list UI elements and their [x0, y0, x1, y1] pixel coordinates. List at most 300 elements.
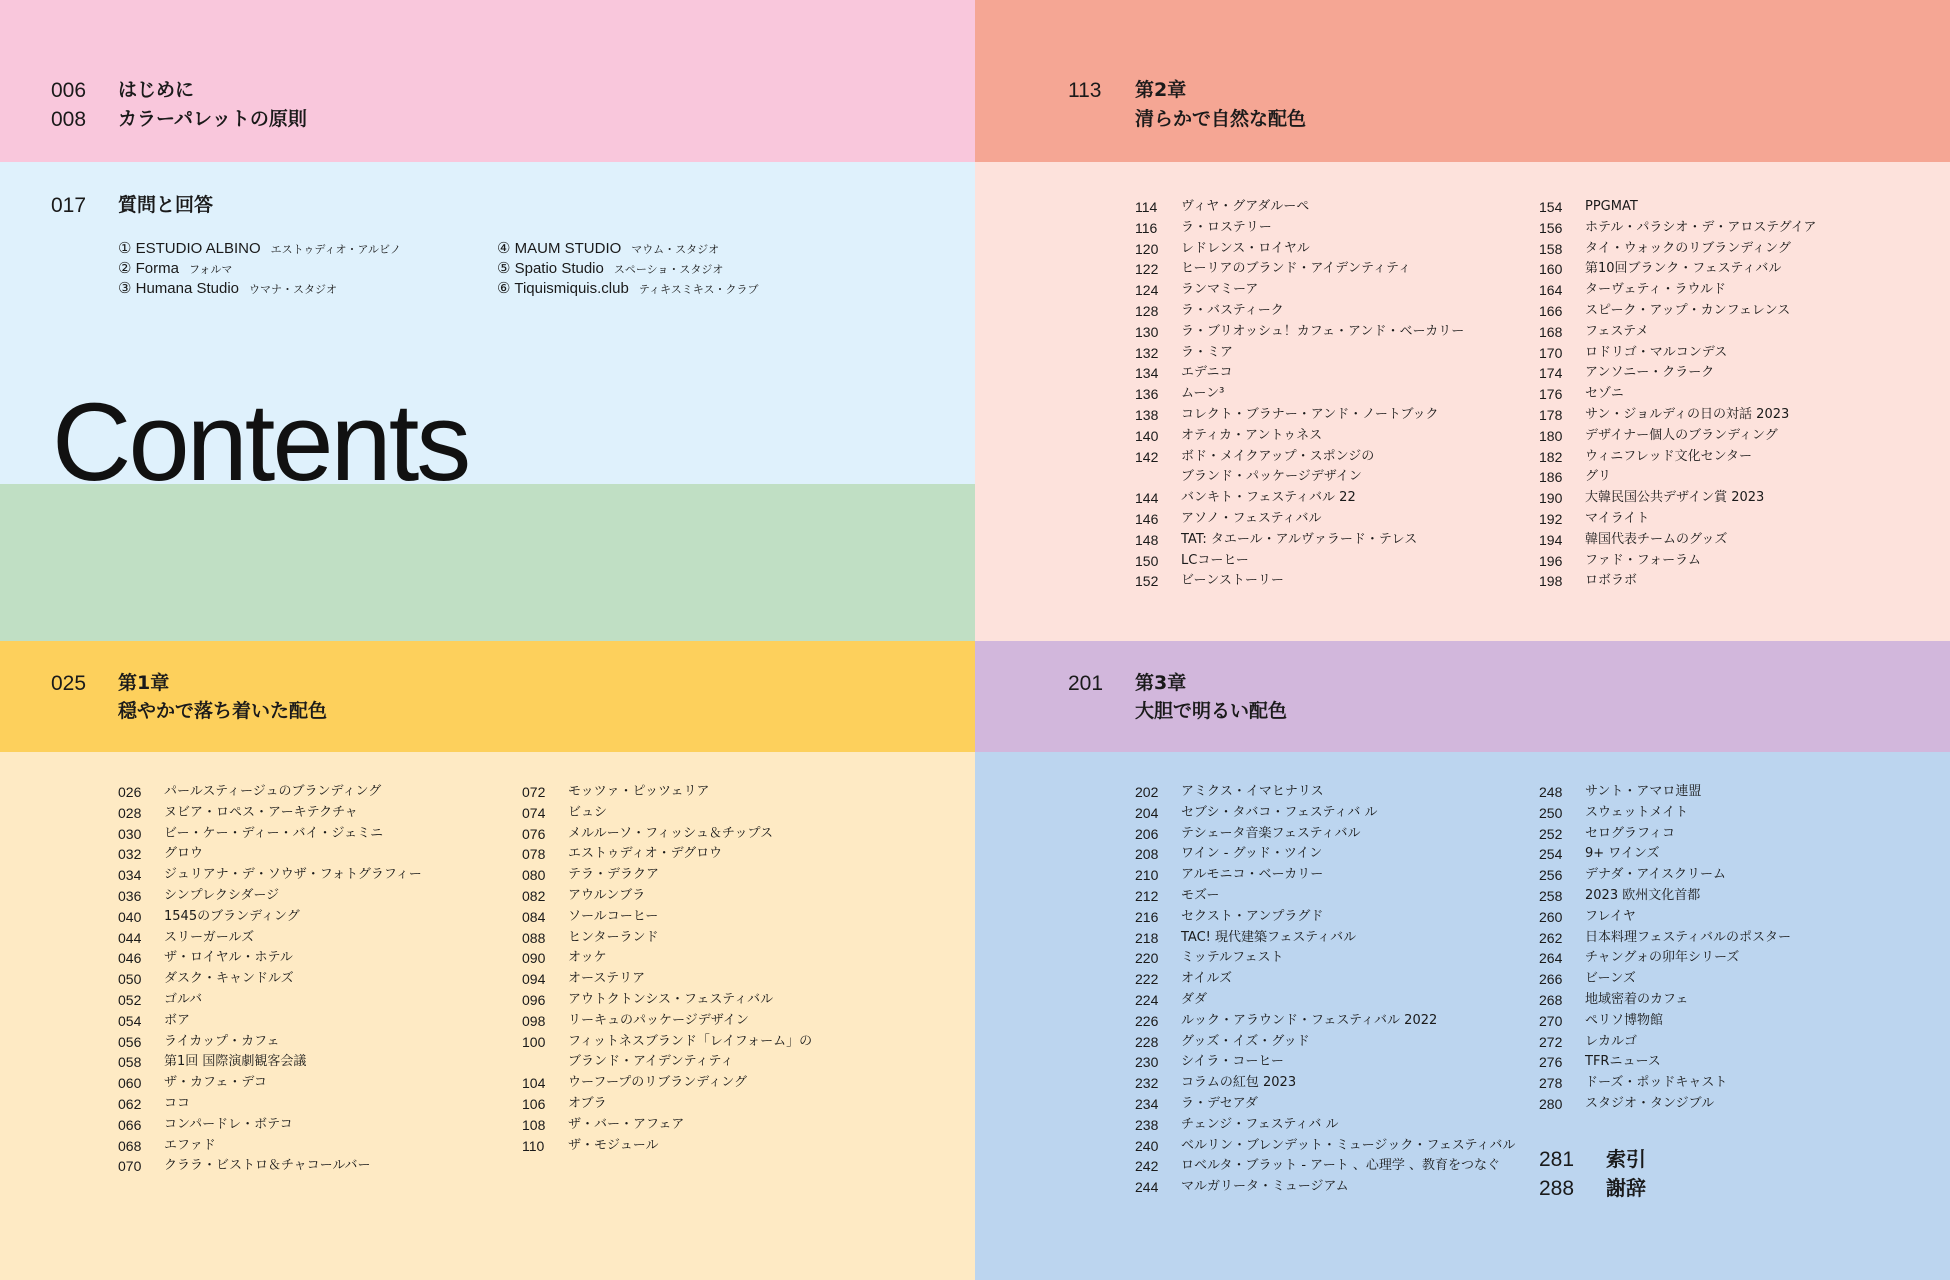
- page-title: Contents: [52, 381, 469, 504]
- toc-entry[interactable]: [1135, 1136, 1515, 1157]
- toc-entry[interactable]: [522, 969, 922, 990]
- page-number: 113: [1068, 79, 1102, 102]
- page-number: 034: [118, 867, 142, 884]
- entry-title: 9+ ワインズ: [1585, 846, 1660, 862]
- toc-entry[interactable]: [522, 1136, 922, 1157]
- toc-entry[interactable]: [1135, 1115, 1515, 1136]
- toc-entry[interactable]: [1539, 447, 1919, 468]
- entry-title: ロベルタ・ブラット - アート 、心理学 、教育をつなぐ: [1181, 1158, 1501, 1174]
- toc-entry[interactable]: [118, 1032, 498, 1053]
- entry-title: 韓国代表チームのグッズ: [1585, 531, 1728, 547]
- page-number: 070: [118, 1158, 142, 1175]
- entry-title: コレクト・ブラナー・アンド・ノートブック: [1181, 406, 1439, 422]
- toc-entry[interactable]: [1135, 1052, 1515, 1073]
- chapter1-list-col1: [118, 782, 498, 1177]
- entry-title: ヒンターランド: [568, 929, 659, 945]
- page-number: 148: [1135, 531, 1159, 548]
- toc-entry[interactable]: [1539, 322, 1919, 343]
- entry-title: ラ・ロステリー: [1181, 219, 1272, 235]
- entry-title: オイルズ: [1181, 971, 1232, 987]
- page-number: 144: [1135, 490, 1159, 507]
- toc-entry[interactable]: [1539, 301, 1919, 322]
- page-number: 026: [118, 784, 142, 800]
- toc-entry[interactable]: [1135, 1156, 1515, 1177]
- toc-entry[interactable]: [1135, 1073, 1515, 1094]
- page-number: 128: [1135, 302, 1159, 319]
- entry-title: 1545のブランディング: [164, 908, 300, 924]
- toc-entry[interactable]: [1539, 218, 1919, 239]
- chapter-title: 清らかで自然な配色: [1135, 108, 1307, 130]
- toc-entry[interactable]: [1539, 405, 1919, 426]
- page-number: 252: [1539, 825, 1563, 842]
- toc-entry[interactable]: [1135, 301, 1515, 322]
- toc-entry[interactable]: [1539, 907, 1919, 928]
- entry-title: ペリソ博物館: [1585, 1012, 1664, 1028]
- toc-entry[interactable]: [1135, 1011, 1515, 1032]
- entry-title: スリーガールズ: [164, 929, 255, 945]
- page-number: 058: [118, 1054, 142, 1071]
- chapter3-list-col1: [1135, 782, 1515, 1198]
- chapter-title: 大胆で明るい配色: [1135, 700, 1288, 722]
- studio-name-jp: ウマナ・スタジオ: [249, 283, 338, 296]
- page-number: 072: [522, 784, 546, 800]
- page-number: 201: [1068, 672, 1104, 695]
- entry-title: アミクス・イマヒナリス: [1181, 784, 1324, 799]
- studio-item: [118, 279, 401, 299]
- entry-title: タイ・ウォックのリブランディング: [1585, 240, 1791, 256]
- entry-title: グロウ: [164, 846, 204, 862]
- toc-entry[interactable]: [118, 1073, 498, 1094]
- page-number: 288: [1539, 1177, 1575, 1200]
- page-number: 040: [118, 908, 142, 925]
- toc-entry[interactable]: [1539, 969, 1919, 990]
- page-number: 028: [118, 804, 142, 821]
- entry-title: ボド・メイクアップ・スポンジの: [1181, 448, 1375, 464]
- toc-entry[interactable]: [1539, 928, 1919, 949]
- entry-title: チャングォの卯年シリーズ: [1585, 950, 1740, 966]
- entry-title: アルモニコ・ベーカリー: [1181, 867, 1324, 883]
- entry-title: ワイン - グッド・ツイン: [1181, 846, 1323, 862]
- entry-title: スピーク・アップ・カンフェレンス: [1585, 302, 1791, 318]
- entry-title: ブランド・パッケージデザイン: [1181, 469, 1362, 485]
- qa-entry[interactable]: [51, 191, 451, 220]
- chapter2-list-col1: [1135, 197, 1515, 592]
- page-number: 138: [1135, 406, 1159, 423]
- entry-title: シイラ・コーヒー: [1181, 1054, 1284, 1070]
- toc-entry[interactable]: [1135, 1094, 1515, 1115]
- page-number: 134: [1135, 365, 1159, 382]
- toc-entry[interactable]: [1135, 530, 1515, 551]
- page-number: 120: [1135, 240, 1159, 257]
- studio-item: [118, 259, 401, 279]
- toc-entry[interactable]: [522, 803, 922, 824]
- entry-title: TAC! 現代建築フェスティバル: [1181, 929, 1357, 945]
- page-number: 182: [1539, 448, 1563, 465]
- chapter-title: 穏やかで落ち着いた配色: [118, 700, 328, 722]
- entry-title: TAT: タエール・アルヴァラード・テレス: [1181, 531, 1418, 547]
- page-number: 076: [522, 825, 546, 842]
- page-number: 232: [1135, 1075, 1159, 1092]
- toc-entry[interactable]: [1135, 280, 1515, 301]
- entry-title: PPGMAT: [1585, 199, 1638, 214]
- page-number: 258: [1539, 887, 1563, 904]
- toc-entry[interactable]: [1539, 1094, 1919, 1115]
- toc-entry[interactable]: [118, 1156, 498, 1177]
- page-number: 156: [1539, 219, 1563, 236]
- acknowledgements-entry[interactable]: [1539, 1174, 1839, 1203]
- studio-name: ⑤ Spatio Studio: [497, 260, 604, 277]
- toc-entry[interactable]: [1539, 259, 1919, 280]
- toc-entry[interactable]: [1539, 1073, 1919, 1094]
- entry-title: ドーズ・ポッドキャスト: [1585, 1075, 1728, 1091]
- entry-title: サント・アマロ連盟: [1585, 784, 1702, 799]
- entry-title: ミッテルフェスト: [1181, 950, 1284, 966]
- entry-title: ヒーリアのブランド・アイデンティティ: [1181, 261, 1411, 277]
- page-number: 074: [522, 804, 546, 821]
- chapter-label: 第2章: [1135, 79, 1187, 101]
- page-number: 280: [1539, 1095, 1563, 1112]
- entry-title: 質問と回答: [118, 194, 214, 216]
- chapter2-heading[interactable]: [1068, 76, 1568, 105]
- chapter3-list-col2: [1539, 782, 1919, 1115]
- page-number: 052: [118, 991, 142, 1008]
- entry-title: チェンジ・フェスティバ ル: [1181, 1116, 1339, 1132]
- page-number: 142: [1135, 448, 1159, 465]
- page-number: 094: [522, 971, 546, 988]
- page-number: 114: [1135, 199, 1158, 215]
- page-number: 132: [1135, 344, 1159, 361]
- entry-title: グリ: [1585, 469, 1612, 485]
- toc-entry[interactable]: [1539, 844, 1919, 865]
- green-band: [0, 484, 975, 641]
- studio-name-jp: ティキスミキス・クラブ: [638, 283, 759, 296]
- entry-title: ビーンズ: [1585, 971, 1636, 987]
- entry-title: スタジオ・タンジブル: [1585, 1095, 1715, 1111]
- entry-title: リーキュのパッケージデザイン: [568, 1012, 749, 1028]
- entry-title: グッズ・イズ・グッド: [1181, 1033, 1310, 1049]
- toc-entry[interactable]: [1135, 447, 1515, 468]
- entry-title: ビーンストーリー: [1181, 573, 1284, 589]
- toc-entry[interactable]: [1539, 782, 1919, 803]
- toc-entry[interactable]: [1539, 343, 1919, 364]
- entry-title: ホテル・パラシオ・デ・アロステグイア: [1585, 219, 1817, 235]
- entry-title: ジュリアナ・デ・ソウザ・フォトグラフィー: [164, 867, 422, 883]
- page-number: 244: [1135, 1179, 1159, 1196]
- toc-entry[interactable]: [1539, 530, 1919, 551]
- intro-entry[interactable]: [51, 105, 451, 134]
- entry-title: ビュシ: [568, 804, 608, 820]
- studio-name: ⑥ Tiquismiquis.club: [497, 280, 629, 297]
- chapter1-heading[interactable]: [51, 669, 551, 698]
- entry-title: フィットネスブランド「レイフォーム」の: [568, 1033, 813, 1049]
- entry-title: LCコーヒー: [1181, 552, 1249, 568]
- studio-name: ① ESTUDIO ALBINO: [118, 240, 261, 257]
- toc-entry[interactable]: [1539, 1011, 1919, 1032]
- page-number: 106: [522, 1095, 546, 1112]
- entry-title: エファド: [164, 1137, 216, 1153]
- toc-entry[interactable]: [1135, 197, 1515, 218]
- toc-entry[interactable]: [1539, 948, 1919, 969]
- entry-title: オブラ: [568, 1095, 607, 1111]
- page-number: 216: [1135, 908, 1159, 925]
- toc-entry[interactable]: [1135, 363, 1515, 384]
- toc-entry[interactable]: [118, 824, 498, 845]
- page-number: 180: [1539, 427, 1563, 444]
- toc-entry[interactable]: [1135, 218, 1515, 239]
- entry-title: ザ・カフェ・デコ: [164, 1075, 267, 1091]
- page-number: 056: [118, 1033, 142, 1050]
- chapter3-heading[interactable]: [1068, 669, 1568, 698]
- page-number: 146: [1135, 510, 1159, 527]
- page-number: 104: [522, 1075, 546, 1092]
- toc-entry[interactable]: [118, 969, 498, 990]
- toc-entry[interactable]: [1135, 803, 1515, 824]
- toc-entry[interactable]: [522, 824, 922, 845]
- toc-entry[interactable]: [1135, 782, 1515, 803]
- toc-entry[interactable]: [1135, 969, 1515, 990]
- entry-title: エストゥディオ・デグロウ: [568, 846, 723, 862]
- toc-entry[interactable]: [1539, 239, 1919, 260]
- toc-entry[interactable]: [118, 782, 498, 803]
- studio-name: ③ Humana Studio: [118, 280, 240, 297]
- toc-entry[interactable]: [1135, 259, 1515, 280]
- page-number: 017: [51, 194, 87, 217]
- toc-entry[interactable]: [522, 990, 922, 1011]
- entry-title: スウェットメイト: [1585, 804, 1689, 820]
- entry-title: 謝辞: [1606, 1176, 1646, 1200]
- page-number: 158: [1539, 240, 1563, 257]
- studio-name-jp: マウム・スタジオ: [631, 243, 720, 256]
- toc-entry[interactable]: [1135, 886, 1515, 907]
- chapter2-title-row: [1068, 105, 1568, 134]
- toc-entry[interactable]: [1539, 803, 1919, 824]
- page-number: 262: [1539, 929, 1563, 946]
- entry-title: ラ・ミア: [1181, 344, 1234, 360]
- toc-entry[interactable]: [1135, 990, 1515, 1011]
- toc-entry[interactable]: [1135, 509, 1515, 530]
- entry-title: 日本料理フェスティバルのポスター: [1585, 929, 1792, 945]
- page-number: 260: [1539, 908, 1563, 925]
- toc-entry[interactable]: [1539, 197, 1919, 218]
- toc-entry[interactable]: [1135, 907, 1515, 928]
- toc-entry[interactable]: [118, 990, 498, 1011]
- toc-entry[interactable]: [118, 1115, 498, 1136]
- toc-entry[interactable]: [1539, 865, 1919, 886]
- studio-name-jp: エストゥディオ・アルビノ: [270, 243, 401, 256]
- entry-title: 地域密着のカフェ: [1585, 991, 1689, 1007]
- toc-entry[interactable]: [522, 1052, 922, 1073]
- toc-entry[interactable]: [1135, 467, 1515, 488]
- entry-title: コラムの紅包 2023: [1181, 1075, 1297, 1091]
- page-number: 192: [1539, 510, 1563, 527]
- toc-entry[interactable]: [118, 1136, 498, 1157]
- page-number: 228: [1135, 1033, 1159, 1050]
- toc-entry[interactable]: [1135, 322, 1515, 343]
- toc-entry[interactable]: [1539, 824, 1919, 845]
- toc-entry[interactable]: [522, 1011, 922, 1032]
- page-number: 220: [1135, 950, 1159, 967]
- toc-entry[interactable]: [1539, 551, 1919, 572]
- page-number: 250: [1539, 804, 1563, 821]
- entry-title: ラ・デセアダ: [1181, 1095, 1258, 1111]
- entry-title: ザ・モジュール: [568, 1137, 659, 1153]
- entry-title: パールスティージュのブランディング: [164, 784, 382, 799]
- toc-entry[interactable]: [1539, 426, 1919, 447]
- toc-entry[interactable]: [118, 1052, 498, 1073]
- toc-entry[interactable]: [118, 907, 498, 928]
- page-number: 176: [1539, 386, 1563, 403]
- toc-entry[interactable]: [1539, 571, 1919, 592]
- entry-title: ザ・ロイヤル・ホテル: [164, 950, 293, 966]
- toc-entry[interactable]: [522, 1094, 922, 1115]
- entry-title: バンキト・フェスティバル 22: [1181, 490, 1356, 506]
- page-number: 068: [118, 1137, 142, 1154]
- toc-entry[interactable]: [1135, 239, 1515, 260]
- toc-entry[interactable]: [1539, 990, 1919, 1011]
- entry-title: アンソニー・クラーク: [1585, 365, 1715, 381]
- toc-entry[interactable]: [522, 948, 922, 969]
- toc-entry[interactable]: [1135, 1177, 1515, 1198]
- toc-entry[interactable]: [1539, 886, 1919, 907]
- toc-entry[interactable]: [1135, 551, 1515, 572]
- page-number: 196: [1539, 552, 1563, 569]
- toc-entry[interactable]: [1539, 1032, 1919, 1053]
- toc-entry[interactable]: [1135, 948, 1515, 969]
- toc-entry[interactable]: [1539, 1052, 1919, 1073]
- page-number: 090: [522, 950, 546, 967]
- page-number: 178: [1539, 406, 1563, 423]
- entry-title: テラ・デラクア: [568, 867, 660, 883]
- page-number: 224: [1135, 991, 1159, 1008]
- entry-title: ダダ: [1181, 991, 1208, 1007]
- toc-entry[interactable]: [1539, 467, 1919, 488]
- chapter3-title-row: [1068, 697, 1568, 726]
- toc-entry[interactable]: [118, 844, 498, 865]
- entry-title: クララ・ビストロ＆チャコールバー: [164, 1158, 371, 1174]
- page-number: 100: [522, 1033, 546, 1050]
- entry-title: ランマミーア: [1181, 282, 1259, 298]
- page-number: 116: [1135, 219, 1158, 236]
- page-number: 036: [118, 887, 142, 904]
- toc-entry[interactable]: [522, 865, 922, 886]
- page-number: 278: [1539, 1075, 1563, 1092]
- toc-entry[interactable]: [522, 782, 922, 803]
- toc-entry[interactable]: [1539, 488, 1919, 509]
- page-number: 044: [118, 929, 142, 946]
- page-number: 046: [118, 950, 142, 967]
- chapter-label: 第3章: [1135, 672, 1187, 694]
- toc-entry[interactable]: [118, 865, 498, 886]
- page-number: 240: [1135, 1137, 1159, 1154]
- index-entry[interactable]: [1539, 1145, 1839, 1174]
- toc-entry[interactable]: [118, 1011, 498, 1032]
- entry-title: コンパードレ・ボテコ: [164, 1116, 293, 1132]
- toc-entry[interactable]: [1539, 280, 1919, 301]
- toc-entry[interactable]: [1539, 509, 1919, 530]
- toc-entry[interactable]: [1135, 571, 1515, 592]
- toc-entry[interactable]: [118, 948, 498, 969]
- toc-entry[interactable]: [1135, 426, 1515, 447]
- entry-title: ルック・アラウンド・フェスティバル 2022: [1181, 1012, 1438, 1028]
- page-number: 198: [1539, 573, 1563, 590]
- toc-entry[interactable]: [118, 928, 498, 949]
- page-number: 272: [1539, 1033, 1563, 1050]
- page-number: 194: [1539, 531, 1563, 548]
- toc-entry[interactable]: [1135, 384, 1515, 405]
- entry-title: レカルゴ: [1585, 1033, 1638, 1049]
- toc-entry[interactable]: [522, 1073, 922, 1094]
- page-number: 060: [118, 1075, 142, 1092]
- entry-title: 第10回ブランク・フェスティバル: [1585, 261, 1782, 277]
- toc-entry[interactable]: [118, 886, 498, 907]
- entry-title: サン・ジョルディの日の対話 2023: [1585, 406, 1790, 422]
- entry-title: ウィニフレッド文化センター: [1585, 448, 1753, 464]
- toc-entry[interactable]: [1135, 865, 1515, 886]
- toc-entry[interactable]: [522, 1115, 922, 1136]
- toc-entry[interactable]: [522, 928, 922, 949]
- page-number: 222: [1135, 971, 1159, 988]
- toc-entry[interactable]: [1135, 1032, 1515, 1053]
- entry-title: ゴルバ: [164, 991, 203, 1007]
- studio-item: [497, 259, 759, 279]
- entry-title: テシェータ音楽フェスティバル: [1181, 825, 1361, 841]
- toc-entry[interactable]: [522, 907, 922, 928]
- page-number: 164: [1539, 282, 1563, 299]
- intro-entry[interactable]: [51, 76, 451, 105]
- page-number: 166: [1539, 302, 1563, 319]
- entry-title: ココ: [164, 1095, 191, 1111]
- toc-entry[interactable]: [118, 803, 498, 824]
- entry-title: セログラフィコ: [1585, 825, 1675, 841]
- page-number: 110: [522, 1137, 545, 1154]
- entry-title: ビー・ケー・ディー・バイ・ジェミニ: [164, 825, 384, 841]
- page-number: 098: [522, 1012, 546, 1029]
- page-number: 206: [1135, 825, 1159, 842]
- entry-title: エデニコ: [1181, 365, 1233, 381]
- page-number: 025: [51, 672, 87, 695]
- toc-entry[interactable]: [1135, 343, 1515, 364]
- page-number: 088: [522, 929, 546, 946]
- studio-name-jp: スペーショ・スタジオ: [613, 263, 724, 276]
- toc-entry[interactable]: [1539, 363, 1919, 384]
- studio-name-jp: フォルマ: [188, 263, 233, 276]
- page-number: 084: [522, 908, 546, 925]
- page-number: 218: [1135, 929, 1159, 946]
- page-number: 150: [1135, 552, 1159, 569]
- entry-title: マイライト: [1585, 510, 1650, 526]
- toc-entry[interactable]: [1539, 384, 1919, 405]
- entry-title: ロドリゴ・マルコンデス: [1585, 344, 1728, 360]
- entry-title: ラ・バスティーク: [1181, 302, 1284, 318]
- toc-entry[interactable]: [522, 886, 922, 907]
- entry-title: フレイヤ: [1585, 908, 1636, 924]
- toc-entry[interactable]: [1135, 488, 1515, 509]
- toc-entry[interactable]: [1135, 405, 1515, 426]
- studio-item: [497, 279, 759, 299]
- entry-title: アウルンブラ: [568, 887, 646, 903]
- toc-entry[interactable]: [522, 1032, 922, 1053]
- entry-title: ソールコーヒー: [568, 908, 659, 924]
- toc-entry[interactable]: [1135, 824, 1515, 845]
- entry-title: セゾニ: [1585, 386, 1624, 402]
- entry-title: カラーパレットの原則: [118, 108, 307, 130]
- chapter2-list-col2: [1539, 197, 1919, 592]
- toc-entry[interactable]: [1135, 844, 1515, 865]
- toc-entry[interactable]: [1135, 928, 1515, 949]
- entry-title: アソノ・フェスティバル: [1181, 510, 1322, 526]
- toc-entry[interactable]: [118, 1094, 498, 1115]
- toc-entry[interactable]: [522, 844, 922, 865]
